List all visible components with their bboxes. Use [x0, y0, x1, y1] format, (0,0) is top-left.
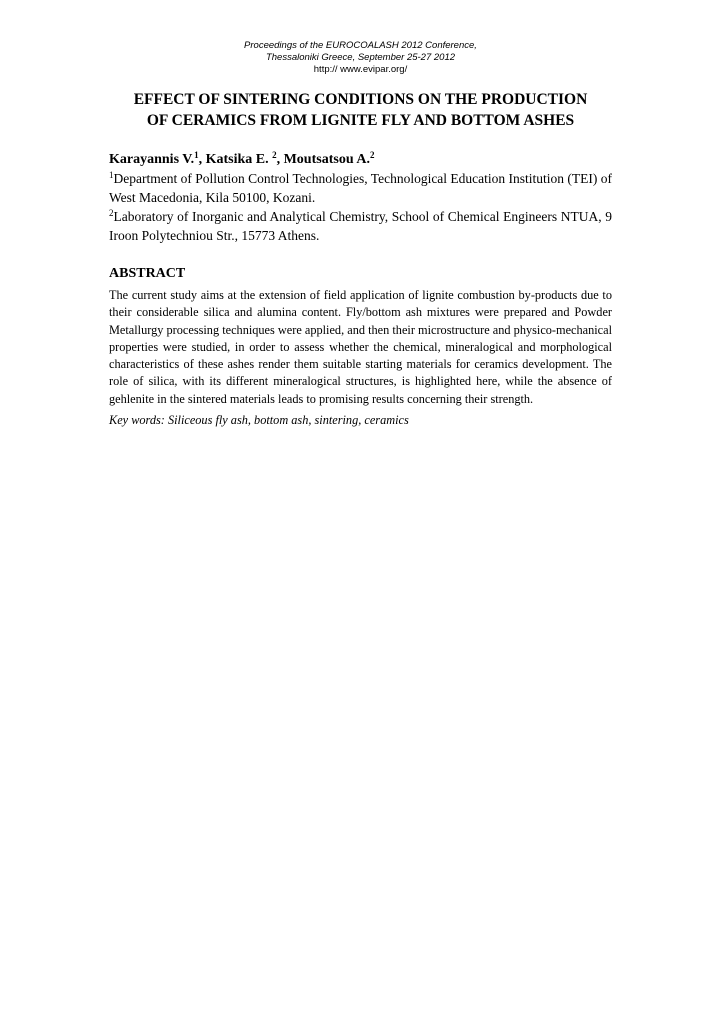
author-name: Katsika E.	[205, 152, 273, 167]
keywords: Key words: Siliceous fly ash, bottom ash, sintering, ceramics	[109, 413, 409, 428]
affiliation	[109, 207, 612, 245]
abstract-heading: ABSTRACT	[109, 266, 186, 281]
abstract-body: The current study aims at the extension of field application of lignite combustion by-products due to their considerable silica and alumina content. Fly/bottom ash mixtures were prepared and Powder Metallurgy processing techniques were applied, and then their microstructure and physico-mechanical properties were studied, in order to assess whether the chemical, mineralogical and morphological characteristics of these ashes render them suitable starting materials for ceramics development. The role of silica, with its different mineralogical structures, is highlighted here, while the absence of gehlenite in the sintered materials leads to promising results concerning their strength.	[109, 288, 612, 406]
conference-url[interactable]: http:// www.evipar.org/	[313, 64, 408, 75]
paper-page	[109, 40, 612, 429]
title-line-1: EFFECT OF SINTERING CONDITIONS ON THE PRODUCTION	[133, 91, 588, 108]
affiliation	[109, 169, 612, 207]
affiliation-text: Department of Pollution Control Technologies, Technological Education Institution (TEI) of West Macedonia, Kila 50100, Kozani.	[109, 171, 613, 205]
paper-title	[109, 89, 612, 131]
title-line-2: OF CERAMICS FROM LIGNITE FLY AND BOTTOM ASHES	[146, 112, 575, 129]
affiliation-mark: 2	[109, 208, 114, 218]
running-header	[109, 40, 612, 76]
author-affiliation-mark: 2	[272, 150, 277, 160]
author-separator: ,	[198, 152, 206, 167]
author-name: Karayannis V.	[109, 152, 195, 167]
affiliation-mark: 1	[109, 170, 114, 180]
conference-name: Proceedings of the EUROCOALASH 2012 Conference,	[244, 40, 477, 51]
author-name: Moutsatsou A.	[283, 152, 370, 167]
author-separator: ,	[276, 152, 284, 167]
author-affiliation-mark: 1	[194, 150, 199, 160]
author-affiliation-mark: 2	[369, 150, 375, 160]
affiliation-text: Laboratory of Inorganic and Analytical Chemistry, School of Chemical Engineers NTUA, 9 Iroon Polytechniou Str., 15773 Athens.	[109, 209, 612, 243]
conference-place-date: Thessaloniki Greece, September 25-27 2012	[265, 52, 456, 63]
author-list	[109, 151, 612, 169]
